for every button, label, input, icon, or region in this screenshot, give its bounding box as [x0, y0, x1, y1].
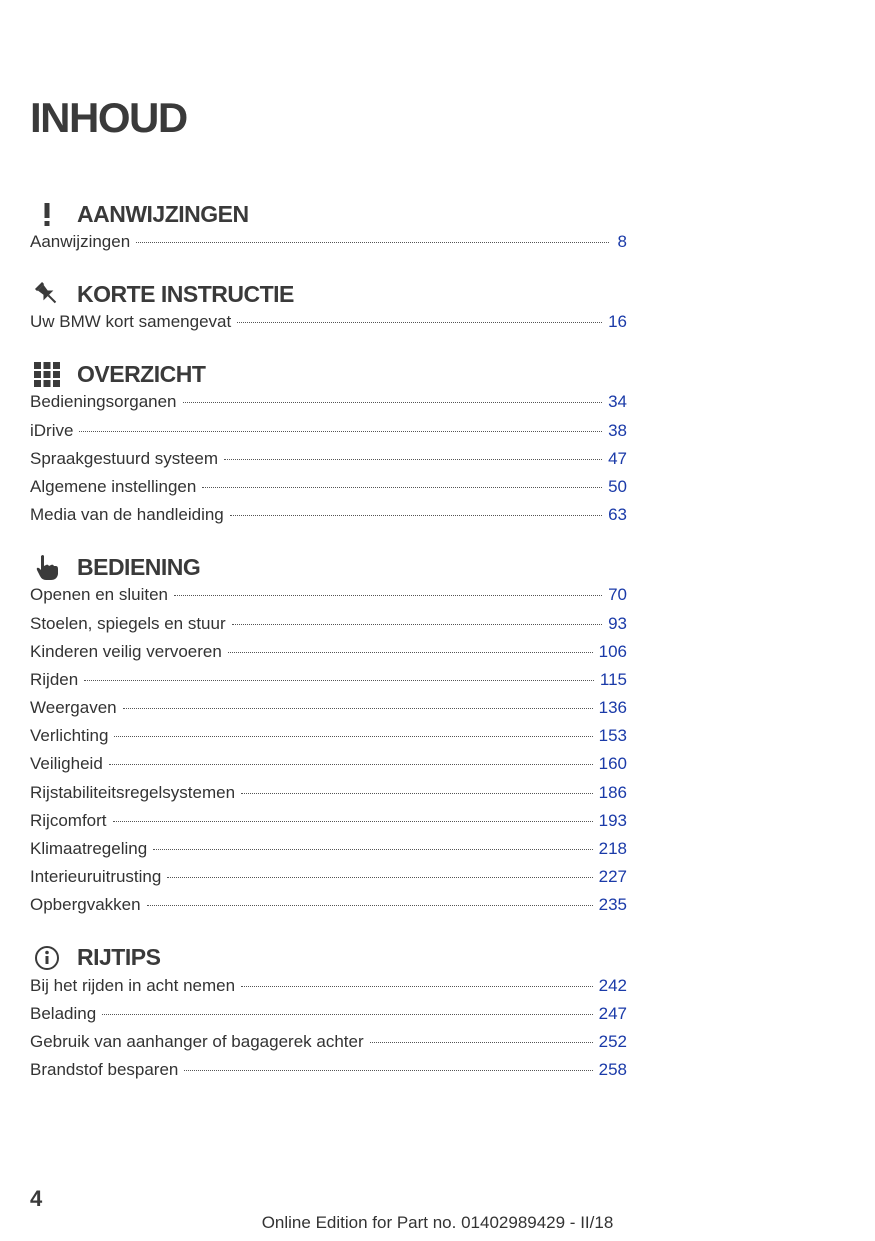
toc-entry-label: Algemene instellingen: [30, 476, 197, 496]
toc-entry-page-link[interactable]: 34: [608, 392, 627, 412]
dot-leader: [241, 986, 593, 987]
toc-entry[interactable]: [30, 726, 627, 754]
dot-leader: [232, 624, 602, 625]
toc-entry-label: Verlichting: [30, 726, 109, 746]
section-title: OVERZICHT: [77, 360, 206, 387]
toc-entry-page-link[interactable]: 227: [598, 867, 627, 887]
toc-entry-page-link[interactable]: 38: [608, 420, 627, 440]
toc-entry[interactable]: [30, 811, 627, 839]
toc-entry[interactable]: [30, 232, 627, 260]
toc-entry[interactable]: [30, 839, 627, 867]
toc-entry-label: Rijden: [30, 669, 79, 689]
toc-entry-page-link[interactable]: 106: [598, 641, 627, 661]
exclamation-icon: [30, 199, 64, 229]
toc-entry-page-link[interactable]: 252: [598, 1031, 627, 1051]
dot-leader: [147, 905, 593, 906]
toc-entry[interactable]: [30, 1004, 627, 1032]
dot-leader: [174, 595, 602, 596]
toc-entry-page-link[interactable]: 186: [598, 782, 627, 802]
toc-entry[interactable]: [30, 449, 627, 477]
toc-entry-label: Brandstof besparen: [30, 1060, 179, 1080]
toc-entry[interactable]: [30, 505, 627, 533]
toc-entry[interactable]: [30, 477, 627, 505]
toc-entry-label: Veiligheid: [30, 754, 103, 774]
toc-entry[interactable]: [30, 698, 627, 726]
toc-entry-page-link[interactable]: 218: [598, 839, 627, 858]
toc-entry[interactable]: [30, 392, 627, 420]
toc-entry-label: Aanwijzingen: [30, 232, 131, 251]
dot-leader: [102, 1014, 592, 1015]
toc-entry-page-link[interactable]: 70: [608, 585, 627, 605]
toc-entry-page-link[interactable]: 8: [617, 232, 627, 251]
toc-entry-label: Gebruik van aanhanger of bagagerek achter: [30, 1031, 364, 1051]
footer: [0, 1213, 875, 1233]
toc-entry[interactable]: [30, 895, 627, 923]
toc-entry-label: Spraakgestuurd systeem: [30, 448, 219, 468]
toc-entry-label: Uw BMW kort samengevat: [30, 312, 232, 332]
toc-entry-label: Weergaven: [30, 698, 117, 718]
toc-entry[interactable]: [30, 614, 627, 642]
table-of-contents: [30, 196, 627, 1088]
section-title: KORTE INSTRUCTIE: [77, 280, 294, 307]
toc-entry-page-link[interactable]: 193: [598, 810, 627, 830]
grid-icon: [30, 359, 64, 389]
toc-entry-page-link[interactable]: 160: [598, 754, 627, 774]
toc-entry-page-link[interactable]: 235: [598, 895, 627, 915]
toc-entry-label: Rijcomfort: [30, 810, 107, 830]
toc-entry-label: iDrive: [30, 420, 74, 440]
toc-entry[interactable]: [30, 754, 627, 782]
dot-leader: [241, 793, 593, 794]
toc-entry-label: Klimaatregeling: [30, 839, 148, 858]
toc-entry-page-link[interactable]: 63: [608, 505, 627, 525]
section-title: AANWIJZINGEN: [77, 200, 249, 227]
dot-leader: [84, 680, 594, 681]
toc-entry-label: Opbergvakken: [30, 895, 141, 915]
toc-entry-page-link[interactable]: 136: [598, 698, 627, 718]
dot-leader: [237, 322, 602, 323]
toc-entry[interactable]: [30, 1060, 627, 1088]
dot-leader: [153, 849, 592, 850]
toc-entry[interactable]: [30, 312, 627, 340]
section-heading: [30, 356, 627, 392]
dot-leader: [202, 487, 602, 488]
dot-leader: [113, 821, 593, 822]
dot-leader: [79, 431, 602, 432]
toc-entry-label: Interieuruitrusting: [30, 867, 162, 887]
pin-icon: [30, 279, 64, 309]
toc-entry[interactable]: [30, 585, 627, 613]
toc-entry-label: Belading: [30, 1003, 97, 1023]
toc-entry-page-link[interactable]: 258: [598, 1060, 627, 1080]
toc-entry-label: Media van de handleiding: [30, 505, 224, 525]
section-heading: [30, 940, 627, 976]
toc-entry[interactable]: [30, 421, 627, 449]
footer-text: Online Edition for Part no. 01402989429 - II/18: [261, 1213, 614, 1232]
section-heading: [30, 276, 627, 312]
dot-leader: [224, 459, 602, 460]
toc-entry-label: Kinderen veilig vervoeren: [30, 641, 222, 661]
section-title: RIJTIPS: [77, 944, 161, 971]
toc-entry-page-link[interactable]: 50: [608, 476, 627, 496]
dot-leader: [230, 515, 602, 516]
dot-leader: [123, 708, 593, 709]
toc-entry-page-link[interactable]: 115: [599, 669, 627, 689]
toc-entry-label: Rijstabiliteitsregelsystemen: [30, 782, 236, 802]
toc-entry[interactable]: [30, 783, 627, 811]
toc-entry-page-link[interactable]: 247: [598, 1003, 627, 1023]
dot-leader: [109, 764, 593, 765]
hand-pointer-icon: [30, 552, 64, 582]
dot-leader: [370, 1042, 593, 1043]
toc-entry-page-link[interactable]: 47: [608, 448, 627, 468]
toc-entry-label: Stoelen, spiegels en stuur: [30, 613, 226, 633]
toc-entry-page-link[interactable]: 93: [608, 613, 627, 633]
toc-entry-page-link[interactable]: 242: [598, 975, 627, 995]
toc-entry-label: Bij het rijden in acht nemen: [30, 975, 236, 995]
dot-leader: [167, 877, 592, 878]
section-title: BEDIENING: [77, 553, 201, 580]
toc-entry[interactable]: [30, 642, 627, 670]
dot-leader: [228, 652, 593, 653]
toc-entry[interactable]: [30, 976, 627, 1004]
dot-leader: [114, 736, 592, 737]
toc-entry-page-link[interactable]: 16: [608, 312, 627, 332]
info-icon: [30, 943, 64, 973]
dot-leader: [184, 1070, 592, 1071]
toc-entry[interactable]: [30, 1032, 627, 1060]
dot-leader: [136, 242, 609, 243]
dot-leader: [183, 402, 603, 403]
page-title: INHOUD: [30, 94, 187, 141]
section-heading: [30, 196, 627, 232]
toc-entry-label: Openen en sluiten: [30, 585, 168, 605]
toc-entry-label: Bedieningsorganen: [30, 392, 177, 412]
toc-entry[interactable]: [30, 670, 627, 698]
toc-entry-page-link[interactable]: 153: [598, 726, 627, 746]
toc-entry[interactable]: [30, 867, 627, 895]
section-heading: [30, 549, 627, 585]
page-number: 4: [30, 1186, 43, 1211]
